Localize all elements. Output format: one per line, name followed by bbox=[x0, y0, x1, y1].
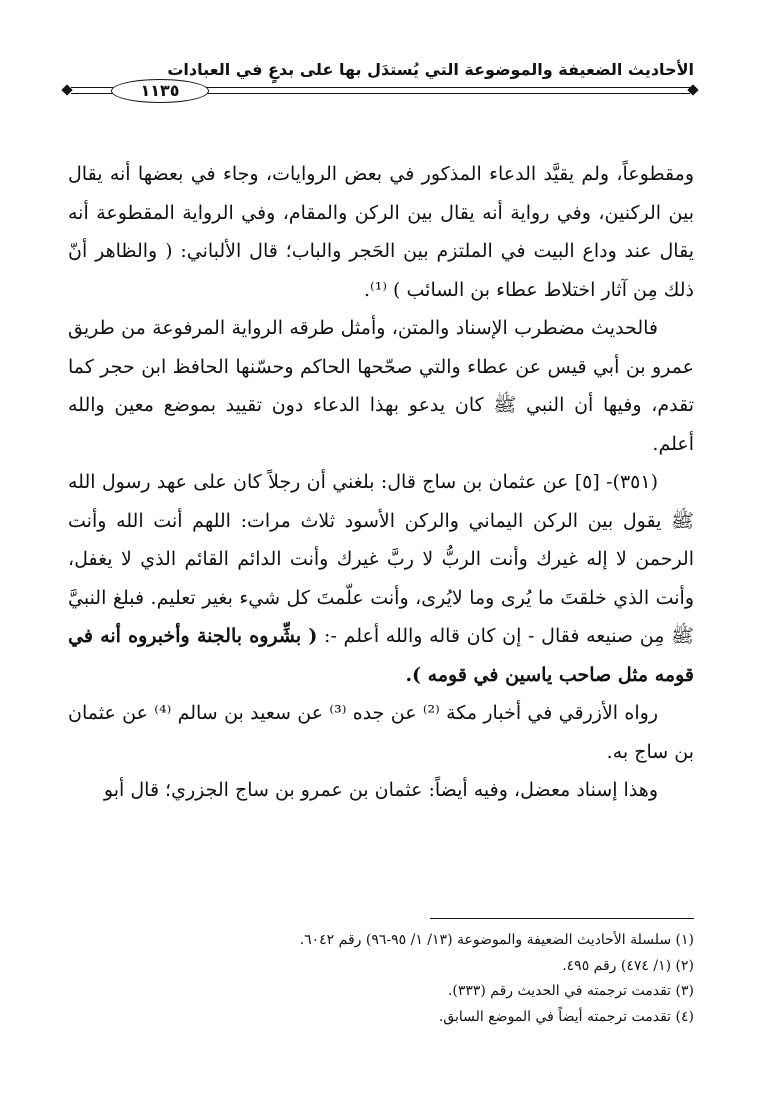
hadith-quote: ( بشِّروه بالجنة وأخبروه أنه في قومه مثل صاحب ياسين في قومه ). bbox=[68, 625, 694, 686]
header-rule-right-bottom bbox=[206, 93, 690, 94]
footnotes bbox=[68, 928, 694, 1030]
hadith-text: (٣٥١)- [٥] عن عثمان بن ساج قال: بلغني أن رجلاً كان على عهد رسول الله ﷺ يقول بين الركن اليماني والركن الأسود ثلاث مرات: اللهم أنت الله وأنت الرحمن لا إله غيرك وأنت الربُّ لا ربَّ غيرك وأنت الدائم القائم الذي لا يغفل، وأنت الذي خلقتَ ما يُرى وما لايُرى، وأنت علّمتَ كل شيء بغير تعليم. فبلغ النبيَّ ﷺ مِن صنيعه فقال - إن كان قاله والله أعلم -: bbox=[68, 471, 695, 647]
footnote-separator bbox=[430, 918, 694, 919]
paragraph: فالحديث مضطرب الإسناد والمتن، وأمثل طرقه الرواية المرفوعة من طريق عمرو بن أبي قيس عن عطاء والتي صحّحها الحاكم وحسّنها الحافظ ابن حجر كما تقدم، وفيها أن النبي ﷺ كان يدعو بهذا الدعاء دون تقييد بموضع معين والله أعلم. bbox=[68, 317, 694, 455]
footnote: (٣) تقدمت ترجمته في الحديث رقم (٣٣٣). bbox=[447, 983, 694, 999]
header-rule-left-bottom bbox=[71, 93, 113, 94]
footnote: (٢) (١/ ٤٧٤) رقم ٤٩٥. bbox=[562, 957, 694, 974]
paragraph: رواه الأزرقي في أخبار مكة ⁽²⁾ عن جده ⁽³⁾ عن سعيد بن سالم ⁽⁴⁾ عن عثمان بن ساج به. bbox=[68, 702, 694, 763]
header-rule-right-top bbox=[206, 87, 690, 88]
paragraph: ومقطوعاً، ولم يقيَّد الدعاء المذكور في بعض الروايات، وجاء في بعضها أنه يقال بين الركنين، وفي رواية أنه يقال بين الركن والمقام، وفي الرواية المقطوعة أنه يقال عند وداع البيت في الملتزم بين الحَجر والباب؛ قال الألباني: ( والظاهر أنّ ذلك مِن آثار اختلاط عطاء بن السائب ) ⁽¹⁾. bbox=[68, 163, 694, 301]
paragraph: وهذا إسناد معضل، وفيه أيضاً: عثمان بن عمرو بن ساج الجزري؛ قال أبو bbox=[103, 779, 658, 801]
running-title: الأحاديث الضعيفة والموضوعة التي يُستدَل بها على بدعٍ في العبادات bbox=[167, 60, 694, 79]
page-number: ١١٣٥ bbox=[111, 79, 209, 103]
paragraph bbox=[68, 463, 694, 694]
header-rule-left-top bbox=[71, 87, 113, 88]
main-text bbox=[68, 155, 694, 810]
footnote: (٤) تقدمت ترجمته أيضاً في الموضع السابق. bbox=[438, 1008, 694, 1025]
footnote: (١) سلسلة الأحاديث الضعيفة والموضوعة (١٣/ ١/ ٩٥-٩٦) رقم ٦٠٤٢. bbox=[299, 932, 694, 948]
